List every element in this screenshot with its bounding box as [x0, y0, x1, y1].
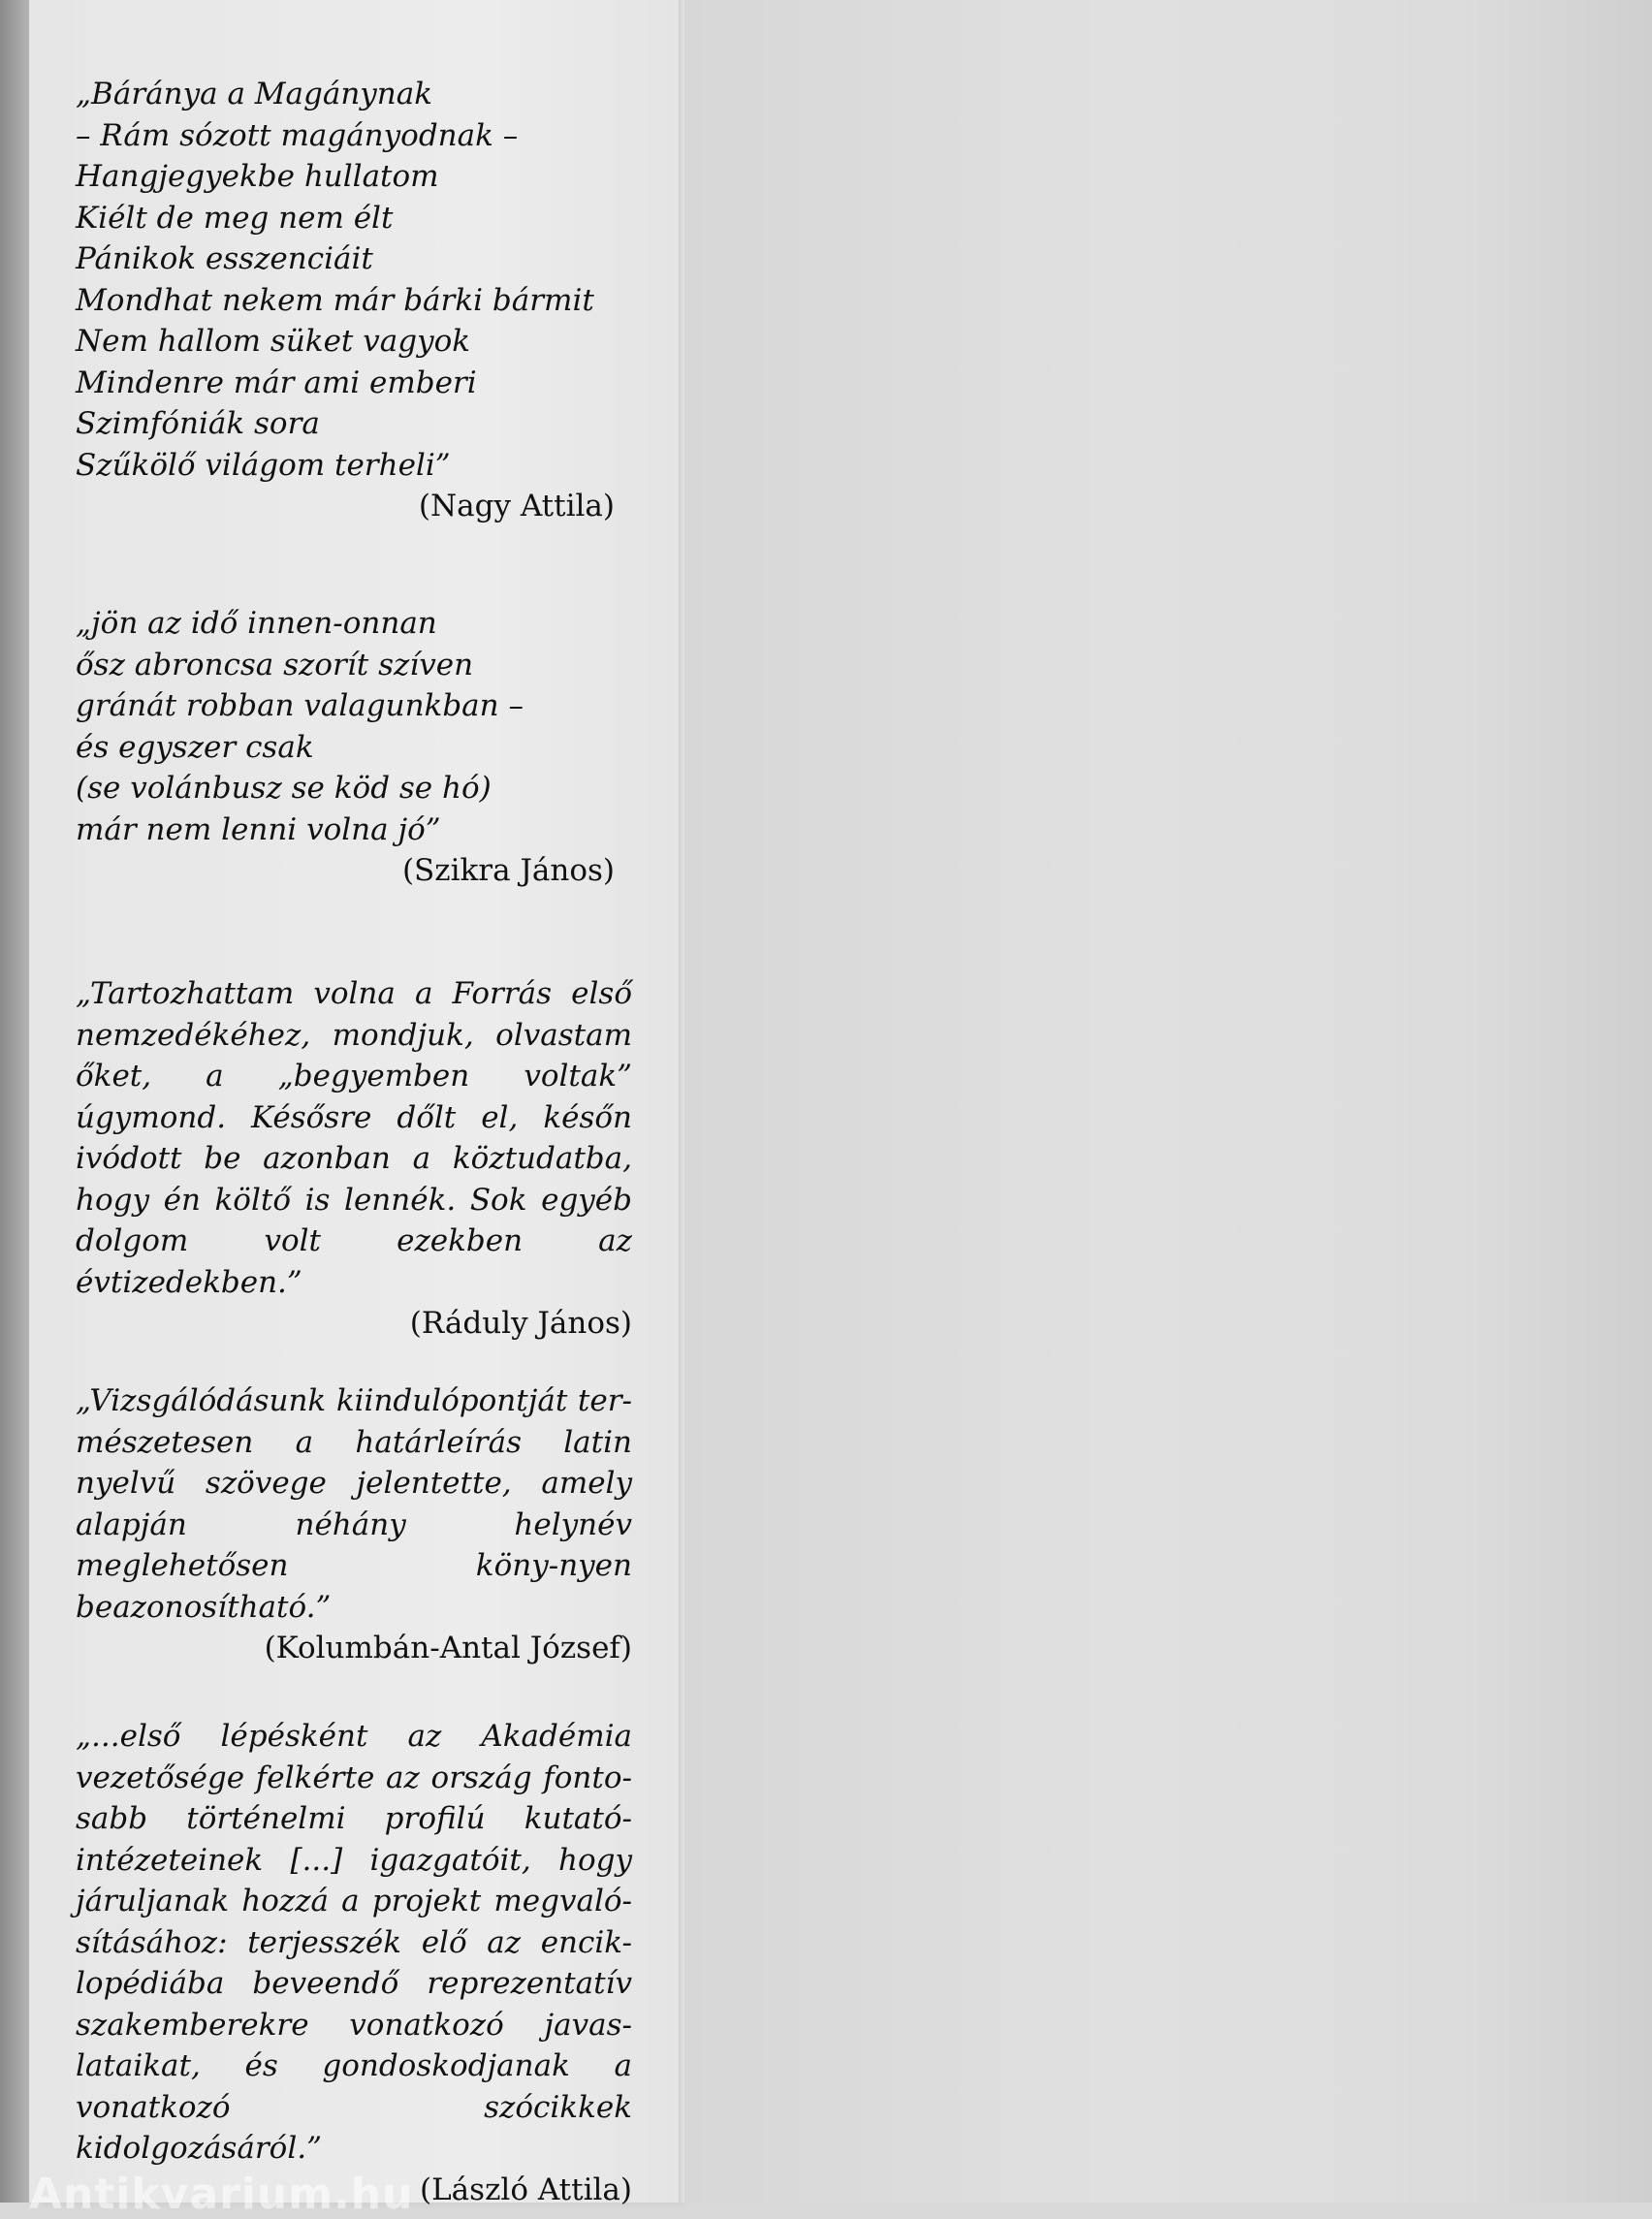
poem-line: „jön az idő innen-onnan — [76, 606, 437, 641]
quote-text: „Tartozhattam volna a Forrás első nemzedékéhez, mondjuk, olvastam őket, a „begyemben voltak” úgymond. Késősre dőlt el, későn ivódott be azonban a köztudatba, hogy én költő is lennék. Sok egyéb dolgom volt ezekben az évtizedekben.” — [76, 976, 632, 1300]
poem-line: és egyszer csak — [76, 729, 314, 765]
quote-author: (Nagy Attila) — [418, 489, 615, 523]
quote-raduly-janos — [76, 973, 632, 1344]
quote-author: (Kolumbán-Antal József) — [264, 1631, 632, 1665]
poem-line: Kiélt de meg nem élt — [76, 200, 394, 236]
facing-page-blank — [684, 0, 1652, 2203]
poem-line: Mondhat nekem már bárki bármit — [76, 282, 594, 318]
quote-poem-lines — [76, 74, 632, 486]
watermark: Antikvarium.hu — [29, 2170, 414, 2219]
quote-author: (Szikra János) — [401, 853, 615, 888]
quote-text: „...első lépésként az Akadémia vezetősége felkérte az ország fonto-sabb történelmi profilú kutató-intézeteinek [...] igazgatóit, hogy járuljanak hozzá a projekt megvaló-sításához: terjesszék elő az encik-lopédiába beveendő reprezentatív szakemberekre vonatkozó javas-lataikat, és gondoskodjanak a vonatkozó szócikkek kidolgozásáról.” — [76, 1719, 632, 2166]
quote-laszlo-attila — [76, 1716, 632, 2210]
poem-line: Pánikok esszenciáit — [76, 241, 373, 276]
poem-line: ősz abroncsa szorít szíven — [76, 647, 474, 682]
poem-line: Hangjegyekbe hullatom — [76, 159, 439, 194]
quote-kolumban-antal-jozsef — [76, 1380, 632, 1668]
poem-line: Mindenre már ami emberi — [76, 365, 477, 400]
book-spine — [0, 0, 33, 2203]
quote-szikra-janos — [76, 603, 632, 891]
quote-author: (László Attila) — [420, 2171, 632, 2207]
poem-line: már nem lenni volna jó” — [76, 811, 441, 847]
quote-poem-lines — [76, 603, 632, 850]
quote-author: (Ráduly János) — [409, 1306, 632, 1341]
poem-line: gránát robban valagunkban – — [76, 688, 524, 723]
quote-nagy-attila — [76, 74, 632, 526]
poem-line: – Rám sózott magányodnak – — [76, 117, 519, 153]
poem-line: „Báránya a Magánynak — [76, 77, 433, 111]
poem-line: Szűkölő világom terheli” — [76, 447, 451, 483]
poem-line: Szimfóniák sora — [76, 406, 320, 441]
poem-line: (se volánbusz se köd se hó) — [76, 771, 492, 806]
quote-text: „Vizsgálódásunk kiindulópontját ter-mészetesen a határleírás latin nyelvű szövege jelentette, amely alapján néhány helynév meglehetősen köny-nyen beazonosítható.” — [76, 1383, 632, 1625]
poem-line: Nem hallom süket vagyok — [76, 324, 471, 359]
